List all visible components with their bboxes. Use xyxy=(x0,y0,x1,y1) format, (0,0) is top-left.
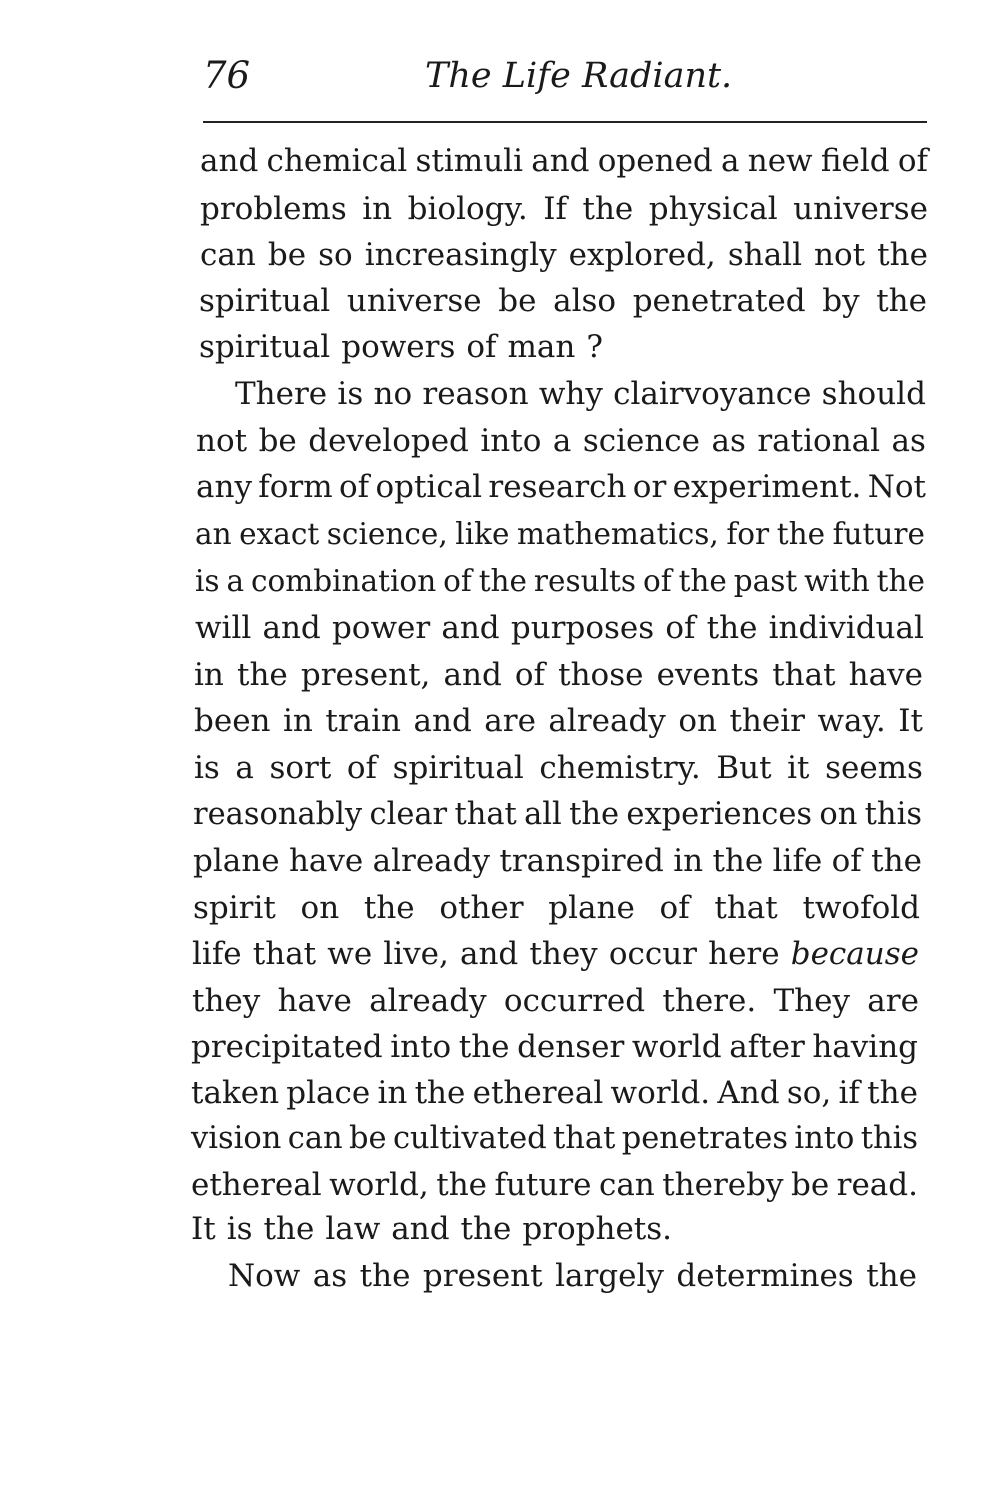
text-line xyxy=(192,978,919,1024)
text-line xyxy=(200,232,928,278)
word: is xyxy=(337,376,364,412)
text-line xyxy=(195,605,924,651)
word: in xyxy=(283,703,313,739)
word: in xyxy=(194,657,224,693)
word: life xyxy=(192,936,242,972)
word: world, xyxy=(329,1167,429,1203)
word: should xyxy=(821,376,926,412)
word: that xyxy=(772,657,836,693)
word: of xyxy=(443,564,472,598)
word: spiritual xyxy=(199,283,331,319)
word: and xyxy=(441,610,500,646)
word: combination xyxy=(250,564,437,598)
word: powers xyxy=(341,329,456,365)
word: can xyxy=(598,1167,655,1203)
word: in xyxy=(673,843,704,879)
text-line xyxy=(191,1070,918,1116)
word: because xyxy=(790,936,919,972)
word: ethereal xyxy=(472,1075,604,1111)
word: reason xyxy=(422,376,529,412)
word: new xyxy=(747,143,813,179)
header-rule xyxy=(203,121,927,123)
text-line xyxy=(200,186,928,232)
word: so, xyxy=(786,1075,832,1111)
word: is xyxy=(195,564,220,598)
text-line xyxy=(193,792,922,838)
word: a xyxy=(721,143,740,179)
word: as xyxy=(312,1258,348,1294)
word: occurred xyxy=(503,983,646,1019)
word: developed xyxy=(308,423,469,459)
word: place xyxy=(286,1075,371,1111)
word: so xyxy=(318,237,353,273)
word: form xyxy=(258,469,333,505)
word: experiment. xyxy=(672,469,862,505)
word: There xyxy=(235,376,328,412)
word: that xyxy=(454,797,517,832)
text-line xyxy=(193,838,922,884)
word: way. xyxy=(817,703,886,739)
word: on xyxy=(678,703,717,739)
word: of xyxy=(659,890,690,926)
word: the xyxy=(359,1258,411,1294)
word: the xyxy=(569,797,620,832)
word: have xyxy=(288,843,364,879)
word: or xyxy=(632,469,667,505)
word: have xyxy=(277,983,352,1019)
word: the xyxy=(460,1211,512,1247)
word: of xyxy=(346,750,377,786)
word: like xyxy=(455,517,510,551)
word: And xyxy=(717,1075,780,1111)
word: is xyxy=(226,1211,253,1247)
word: on xyxy=(300,890,340,926)
word: the xyxy=(414,1075,466,1111)
word: and xyxy=(443,657,502,693)
word: denser xyxy=(517,1029,625,1065)
word: of xyxy=(665,610,696,646)
word: be xyxy=(349,1121,387,1156)
word: reasonably xyxy=(193,797,363,832)
word: research xyxy=(488,469,627,505)
word: present, xyxy=(300,657,431,693)
text-line xyxy=(199,278,927,324)
word: the xyxy=(876,283,927,319)
word: by xyxy=(822,283,860,319)
word: this xyxy=(864,797,922,832)
word: It xyxy=(898,703,923,739)
word: Now xyxy=(228,1258,301,1294)
word: been xyxy=(194,703,271,739)
word: in xyxy=(377,1075,408,1111)
word: the xyxy=(876,564,925,598)
word: the xyxy=(867,1075,918,1111)
word: that xyxy=(553,1121,616,1156)
word: why xyxy=(538,376,603,412)
word: having xyxy=(812,1029,918,1065)
text-line xyxy=(196,464,926,510)
word: of xyxy=(338,469,370,505)
word: vision xyxy=(191,1121,282,1156)
text-line xyxy=(191,1162,918,1208)
word: live, xyxy=(383,936,449,972)
word: ethereal xyxy=(191,1167,322,1203)
word: They xyxy=(773,983,850,1019)
word: future xyxy=(832,517,925,551)
word: clear xyxy=(369,797,448,832)
word: plane xyxy=(193,843,280,879)
word: and xyxy=(391,1211,450,1247)
word: can xyxy=(200,237,256,273)
word: their xyxy=(729,703,805,739)
word: precipitated xyxy=(191,1029,383,1065)
word: determines xyxy=(676,1258,854,1294)
word: spiritual xyxy=(392,750,524,786)
word: man xyxy=(507,329,576,365)
word: the xyxy=(263,1211,315,1247)
text-line xyxy=(194,652,923,698)
word: those xyxy=(558,657,644,693)
word: a xyxy=(235,750,254,786)
word: they xyxy=(529,936,598,972)
word: an xyxy=(195,517,232,551)
word: already xyxy=(369,983,487,1019)
word: present xyxy=(422,1258,543,1294)
word: mathematics, xyxy=(517,517,719,551)
word: no xyxy=(373,376,413,412)
word: law xyxy=(325,1211,381,1247)
word: already xyxy=(548,703,666,739)
word: thereby xyxy=(662,1167,784,1203)
word: there. xyxy=(662,983,757,1019)
word: the xyxy=(871,843,922,879)
word: results xyxy=(533,564,637,598)
word: individual xyxy=(768,610,924,646)
word: is xyxy=(194,750,220,786)
word: be xyxy=(258,423,297,459)
text-line xyxy=(199,324,927,370)
text-line xyxy=(193,885,920,931)
word: read. xyxy=(836,1167,918,1203)
text-line xyxy=(191,1206,918,1252)
word: plane xyxy=(548,890,635,926)
word: into xyxy=(390,1029,452,1065)
word: that xyxy=(252,936,317,972)
word: the xyxy=(436,1167,488,1203)
word: exact xyxy=(239,517,320,551)
word: they xyxy=(192,983,261,1019)
word: other xyxy=(439,890,524,926)
word: all xyxy=(524,797,562,832)
word: optical xyxy=(375,469,483,505)
word: Not xyxy=(867,469,926,505)
word: are xyxy=(484,703,536,739)
word: shall xyxy=(727,237,803,273)
word: as xyxy=(711,423,746,459)
word: of xyxy=(466,329,497,365)
word: any xyxy=(196,469,252,505)
word: science xyxy=(582,423,701,459)
text-line xyxy=(192,931,919,977)
text-line xyxy=(194,698,923,744)
word: not xyxy=(814,237,866,273)
word: not xyxy=(196,423,248,459)
page-number: 76 xyxy=(203,54,251,97)
word: past xyxy=(733,564,798,598)
paragraph-first-line xyxy=(228,1253,917,1299)
word: ? xyxy=(586,329,603,365)
word: the xyxy=(678,564,727,598)
word: have xyxy=(848,657,923,693)
word: a xyxy=(226,564,245,598)
word: universe xyxy=(793,191,928,227)
word: will xyxy=(195,610,252,646)
word: the xyxy=(776,517,826,551)
word: of xyxy=(831,843,862,879)
running-title: The Life Radiant. xyxy=(425,56,733,96)
text-line xyxy=(191,1116,918,1162)
word: the xyxy=(706,610,758,646)
text-line xyxy=(196,418,926,464)
paragraph-first-line xyxy=(235,371,926,417)
word: problems xyxy=(200,191,347,227)
text-line xyxy=(195,558,925,604)
word: twofold xyxy=(802,890,920,926)
word: a xyxy=(552,423,572,459)
word: spiritual xyxy=(199,329,331,365)
word: the xyxy=(877,237,928,273)
word: If xyxy=(543,191,567,227)
word: the xyxy=(478,564,528,598)
word: of xyxy=(642,564,672,598)
word: and xyxy=(200,143,259,179)
word: science, xyxy=(326,517,448,551)
word: chemical xyxy=(266,143,408,179)
word: rational xyxy=(757,423,881,459)
word: events xyxy=(656,657,760,693)
word: this xyxy=(860,1121,918,1156)
word: on xyxy=(819,797,858,832)
text-line xyxy=(200,138,928,184)
word: the xyxy=(363,890,415,926)
running-head xyxy=(203,52,925,102)
word: chemistry. xyxy=(539,750,701,786)
word: train xyxy=(325,703,402,739)
word: stimuli xyxy=(415,143,523,179)
word: field xyxy=(820,143,890,179)
word: can xyxy=(287,1121,343,1156)
word: and xyxy=(262,610,321,646)
word: occur xyxy=(608,936,697,972)
word: the xyxy=(712,843,764,879)
word: future xyxy=(494,1167,592,1203)
word: life xyxy=(772,843,823,879)
word: the xyxy=(866,1258,917,1294)
word: opened xyxy=(597,143,713,179)
word: and xyxy=(531,143,590,179)
word: seems xyxy=(825,750,923,786)
word: world. xyxy=(610,1075,711,1111)
word: here xyxy=(708,936,780,972)
word: largely xyxy=(555,1258,664,1294)
word: biology. xyxy=(407,191,528,227)
word: physical xyxy=(648,191,778,227)
word: explored, xyxy=(568,237,716,273)
word: be xyxy=(267,237,307,273)
word: the xyxy=(458,1029,510,1065)
word: world xyxy=(631,1029,722,1065)
text-line xyxy=(194,745,923,791)
word: and xyxy=(459,936,519,972)
word: the xyxy=(582,191,634,227)
word: into xyxy=(480,423,542,459)
word: for xyxy=(726,517,770,551)
word: prophets. xyxy=(522,1211,673,1247)
word: penetrated xyxy=(632,283,806,319)
word: the xyxy=(236,657,288,693)
word: of xyxy=(514,657,546,693)
word: be xyxy=(790,1167,830,1203)
word: But xyxy=(716,750,772,786)
word: spirit xyxy=(193,890,276,926)
word: It xyxy=(191,1211,216,1247)
word: with xyxy=(804,564,870,598)
word: taken xyxy=(191,1075,280,1111)
word: purposes xyxy=(510,610,655,646)
word: and xyxy=(413,703,472,739)
word: we xyxy=(327,936,373,972)
word: clairvoyance xyxy=(613,376,812,412)
word: penetrates xyxy=(621,1121,788,1156)
text-line xyxy=(191,1024,918,1070)
word: already xyxy=(372,843,491,879)
word: cultivated xyxy=(392,1121,547,1156)
word: be xyxy=(498,283,537,319)
text-line xyxy=(195,511,925,557)
word: also xyxy=(553,283,617,319)
word: after xyxy=(729,1029,805,1065)
word: increasingly xyxy=(364,237,557,273)
word: into xyxy=(794,1121,855,1156)
word: sort xyxy=(269,750,332,786)
word: experiences xyxy=(626,797,813,832)
word: if xyxy=(838,1075,860,1111)
word: transpired xyxy=(499,843,664,879)
word: of xyxy=(897,143,928,179)
word: in xyxy=(362,191,393,227)
word: are xyxy=(867,983,919,1019)
word: universe xyxy=(346,283,482,319)
word: power xyxy=(331,610,431,646)
word: that xyxy=(714,890,778,926)
word: as xyxy=(891,423,926,459)
word: it xyxy=(787,750,810,786)
